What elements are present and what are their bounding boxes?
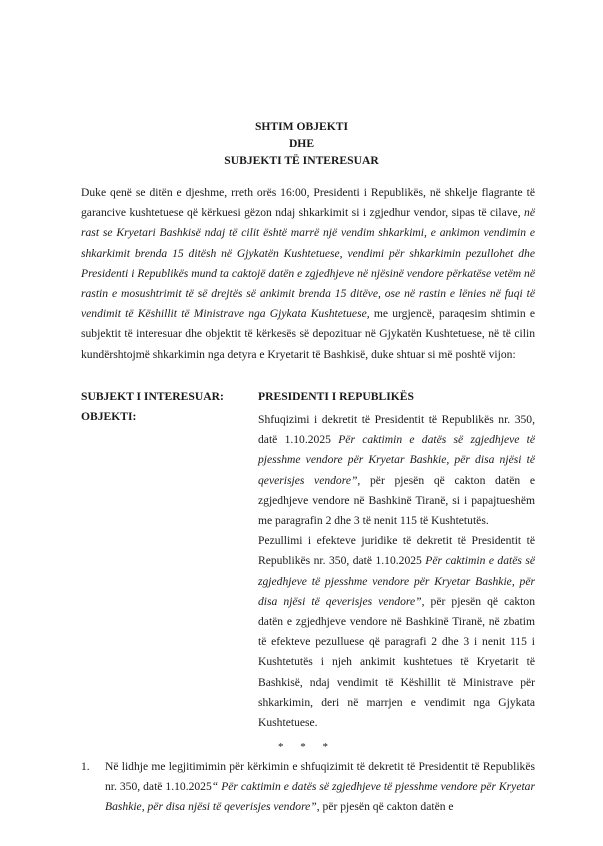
list-item-number: 1. [81,760,90,773]
object-item-text-end: , për pjesën që cakton datën e zgjedhjeve vendore në Bashkinë Tiranë, në zbatim të efekteve pezulluese që paragrafi 2 dhe 3 i nenit 115 i Kushtetutës i njeh ankimit kushtetues të Kryetarit të Bashkisë, ndaj vendimit të Këshillit të Ministrave për shkarkimin, deri në marrjen e vendimit nga Gjykata Kushtetuese. [258,594,536,730]
intro-paragraph [81,183,535,365]
list-item [81,757,535,818]
object-item-text: Shfuqizimi i dekretit të Presidentit të Republikës nr. 350, datë 1.10.2025 [258,413,535,447]
list-item-text-end: , për pjesën që cakton datën e [316,800,454,814]
list-item-italic: “ Për caktimin e datës së zgjedhjeve të pjesshme vendore për Kryetar Bashkie, për disa njësi të qeverisjes vendore” [105,780,535,814]
intro-text-end: me urgjencë, paraqesim shtimin e subjektit të interesuar dhe objektit të kërkesës së depozituar në Gjykatën Kushtetuese, në të cilin kundërshtojmë shkarkimin nga detyra e Kryetarit të Bashkisë, duke shtuar si më poshtë vijon: [81,307,536,361]
intro-text: Duke qenë se ditën e djeshme, rreth orës 16:00, Presidenti i Republikës, në shkelje flagrante të garancive kushtetuese që kërkuesi gëzon ndaj shkarkimit si i zgjedhur vendor, sipas të cilave, [81,186,535,220]
object-item-text-end: , për pjesën që cakton datën e zgjedhjeve vendore në Bashkinë Tiranë, si i papajtueshëm me paragrafin 2 dhe 3 të nenit 115 të Kushtetutës. [258,473,535,528]
section-separator: * * * [278,741,328,753]
object-label: OBJEKTI: [81,410,137,423]
object-item [258,410,535,531]
subject-value: PRESIDENTI I REPUBLIKËS [258,390,414,403]
object-item-italic: Për caktimin e datës së zgjedhjeve të pjesshme vendore për Kryetar Bashkie, për disa njësi të qeverisjes vendore” [258,433,536,487]
title-line-3: SUBJEKTI TË INTERESUAR [224,154,379,167]
title-line-1: SHTIM OBJEKTI [254,120,349,133]
object-item-italic: Për caktimin e datës së zgjedhjeve të pjesshme vendore për Kryetar Bashkie, për disa njësi të qeverisjes vendore” [258,554,535,608]
subject-label: SUBJEKT I INTERESUAR: [81,390,224,403]
object-text [258,410,535,733]
object-item-text: Pezullimi i efekteve juridike të dekretit të Presidentit të Republikës nr. 350, datë 1.10.2025 [258,534,535,568]
document-title [0,118,603,169]
list-item-body [105,757,535,818]
list-item-text: Në lidhje me legjitimimin për kërkimin e shfuqizimit të dekretit të Presidentit të Republikës nr. 350, datë 1.10.2025 [105,760,535,794]
object-item [258,531,535,733]
intro-italic-quote: në rast se Kryetari Bashkisë ndaj të cilit është marrë një vendim shkarkimi, e ankimon vendimin e shkarkimit brenda 15 ditësh në Gjykatën Kushtetuese, vendimi për shkarkimin pezullohet dhe Presidenti i Republikës mund ta caktojë datën e zgjedhjeve në njësinë vendore përkatëse vetëm në rastin e mosushtrimit të së drejtës së ankimit brenda 15 ditëve, ose në rastin e lënies në fuqi të vendimit të Këshillit të Ministrave nga Gjykata Kushtetuese, [81,206,535,321]
title-line-2: DHE [288,137,315,150]
